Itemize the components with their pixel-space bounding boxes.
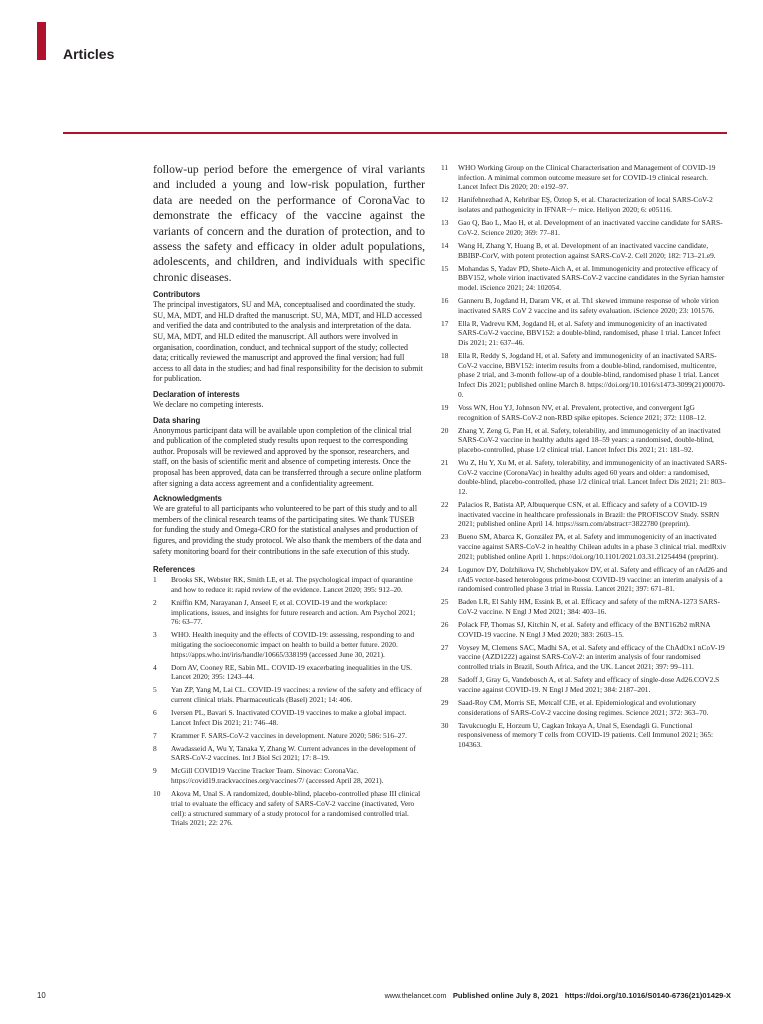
- reference-item: [441, 319, 729, 348]
- reference-text: Brooks SK, Webster RK, Smith LE, et al. The psychological impact of quarantine and how to reduce it: rapid review of the evidence. Lancet 2020; 395: 912–20.: [171, 575, 413, 594]
- references-heading: References: [153, 565, 196, 575]
- reference-text: Saad-Roy CM, Morris SE, Metcalf CJE, et al. Epidemiological and evolutionary considerations of SARS-CoV-2 vaccine dosing regimes. Science 2021; 372: 363–70.: [458, 697, 709, 717]
- reference-item: [441, 264, 729, 293]
- reference-text: Mohandas S, Yadav PD, Shete-Aich A, et al. Immunogenicity and protective efficacy of BBV152, whole virion inactivated SARS-CoV-2 vaccine candidates in the Syrian hamster model. iScience 2021; 24: 102054.: [458, 263, 725, 292]
- reference-item: [153, 685, 425, 704]
- contributors-text: The principal investigators, SU and MA, conceptualised and coordinated the study. SU, MA, MDT, and HLD drafted the manuscript. SU, MA, MDT, and HLD accessed and verified the data and contributed to the analysis and interpretation of the data. SU, MA, MDT, and HLD edited the manuscript. All authors were involved in organisation, coordination, conduct, and technical support of the study; collected data; critically reviewed the manuscript and approved the final version; had full access to all data in the studies; and had final responsibility for the decision to submit for publication.: [153, 300, 423, 384]
- reference-number: 19: [441, 402, 449, 412]
- reference-text: Logunov DY, Dolzhikova IV, Shcheblyakov DV, et al. Safety and efficacy of an rAd26 and rAd5 vector-based heterologous prime-boost COVID-19 vaccine: an interim analysis of a randomised controlled phase 3 trial in Russia. Lancet 2021; 397: 671–81.: [458, 564, 728, 594]
- right-column: [441, 163, 729, 753]
- reference-text: McGill COVID19 Vaccine Tracker Team. Sinovac: CoronaVac. https://covid19.trackvaccines.org/vaccines/7/ (accessed April 28, 2021).: [171, 766, 384, 786]
- reference-number: 2: [153, 597, 157, 607]
- interests-heading: Declaration of interests: [153, 390, 240, 399]
- reference-text: WHO. Health inequity and the effects of COVID-19: assessing, responding to and mitigating the socioeconomic impact on health to build a better future. 2020. https://apps.who.int/iris/handle/10665/338199 (accessed June 30, 2021).: [171, 630, 415, 659]
- reference-text: Yan ZP, Yang M, Lai CL. COVID-19 vaccines: a review of the safety and efficacy of current clinical trials. Pharmaceuticals (Basel) 2021; 14: 406.: [171, 685, 422, 705]
- reference-text: WHO Working Group on the Clinical Characterisation and Management of COVID-19 infection. A minimal common outcome measure set for COVID-19 clinical research. Lancet Infect Dis 2020; 20: e192–97.: [458, 163, 716, 192]
- reference-text: Bueno SM, Abarca K, González PA, et al. Safety and immunogenicity of an inactivated vaccine against SARS-CoV-2 in healthy Chilean adults in a phase 3 clinical trial. medRxiv 2021; published online April 1. https://doi.org/10.1101/2021.03.31.21254494 (preprint).: [458, 532, 727, 561]
- left-column: [153, 162, 425, 831]
- reference-text: Wang H, Zhang Y, Huang B, et al. Development of an inactivated vaccine candidate, BBIBP-CorV, with potent protection against SARS-CoV-2. Cell 2020; 182: 713–21.e9.: [458, 240, 716, 260]
- reference-item: [441, 296, 729, 315]
- reference-item: [441, 458, 729, 497]
- reference-number: 27: [441, 642, 449, 652]
- reference-number: 9: [153, 766, 157, 776]
- references-list-right: [441, 163, 729, 750]
- reference-item: [441, 597, 729, 616]
- reference-item: [153, 708, 425, 727]
- data-sharing-heading: Data sharing: [153, 415, 201, 425]
- reference-text: Ganneru B, Jogdand H, Daram VK, et al. Th1 skewed immune response of whole virion inactivated SARS CoV 2 vaccine and its safety evaluation. iScience 2020; 23: 101576.: [458, 295, 719, 315]
- reference-number: 14: [441, 240, 449, 250]
- reference-number: 15: [441, 263, 449, 273]
- reference-item: [441, 195, 729, 214]
- reference-text: Hanifehnezhad A, Kehribar EŞ, Öztop S, et al. Characterization of local SARS-CoV-2 isolates and pathogenicity in IFNAR−/− mice. Heliyon 2020; 6: e05116.: [458, 195, 713, 215]
- data-sharing-section: [153, 416, 425, 490]
- reference-number: 12: [441, 195, 449, 205]
- reference-number: 30: [441, 720, 449, 730]
- reference-number: 13: [441, 218, 449, 228]
- reference-text: Palacios R, Batista AP, Albuquerque CSN, et al. Efficacy and safety of a COVID-19 inactivated vaccine in healthcare professionals in Brazil: the PROFISCOV Study. SSRN 2021; published online April 14. https://ssrn.com/abstract=3822780 (preprint).: [458, 500, 720, 529]
- reference-item: [153, 789, 425, 828]
- acknowledgments-heading: Acknowledgments: [153, 494, 222, 504]
- footer-site-link[interactable]: www.thelancet.com: [384, 991, 447, 1000]
- reference-number: 10: [153, 789, 161, 799]
- lead-paragraph: follow-up period before the emergence of viral variants and included a young and low-risk population, further data are needed on the performance of CoronaVac to demonstrate the efficacy of the vaccine against the variants of concern and the duration of protection, and to assess the safety and efficacy in older adult populations, adolescents, and children, and individuals with specific chronic diseases.: [153, 163, 425, 284]
- reference-number: 3: [153, 630, 157, 640]
- footer-doi-link[interactable]: https://doi.org/10.1016/S0140-6736(21)01429-X: [564, 991, 731, 1000]
- interests-section: [153, 390, 425, 411]
- reference-text: Akova M, Unal S. A randomized, double-blind, placebo-controlled phase III clinical trial to evaluate the efficacy and safety of SARS-CoV-2 vaccine (inactivated, Vero cell): a structured summary of a study protocol for a randomised controlled trial. Trials 2021; 22: 276.: [171, 789, 421, 828]
- reference-item: [441, 721, 729, 750]
- reference-number: 5: [153, 685, 157, 695]
- reference-item: [153, 575, 425, 594]
- reference-number: 6: [153, 708, 157, 718]
- reference-item: [441, 620, 729, 639]
- references-list-left: [153, 575, 425, 828]
- reference-text: Awadasseid A, Wu Y, Tanaka Y, Zhang W. Current advances in the development of SARS-CoV-2 vaccines. Int J Biol Sci 2021; 17: 8–19.: [171, 743, 416, 763]
- interests-text: We declare no competing interests.: [153, 400, 264, 409]
- reference-text: Dorn AV, Cooney RE, Sabin ML. COVID-19 exacerbating inequalities in the US. Lancet 2020; 395: 1243–44.: [171, 662, 412, 682]
- reference-item: [441, 643, 729, 672]
- data-sharing-text: Anonymous participant data will be available upon completion of the clinical trial and publication of the completed study results upon request to the corresponding author. Proposals will be reviewed and approved by the sponsor, researchers, and staff, on the basis of scientific merit and absence of competing interests. Once the proposal has been approved, data can be transferred through a secure online platform after signing a data access agreement and a confidentiality agreement.: [153, 425, 422, 488]
- reference-number: 23: [441, 532, 449, 542]
- reference-number: 18: [441, 351, 449, 361]
- reference-number: 17: [441, 318, 449, 328]
- reference-number: 29: [441, 697, 449, 707]
- reference-item: [153, 663, 425, 682]
- reference-item: [441, 565, 729, 594]
- reference-item: [441, 163, 729, 192]
- reference-text: Baden LR, El Sahly HM, Essink B, et al. Efficacy and safety of the mRNA-1273 SARS-CoV-2 vaccine. N Engl J Med 2021; 384: 403–16.: [458, 597, 720, 616]
- footer-published-date: Published online July 8, 2021: [452, 991, 559, 1000]
- reference-number: 21: [441, 457, 449, 467]
- reference-number: 26: [441, 619, 449, 629]
- reference-text: Iversen PL, Bavari S. Inactivated COVID-19 vaccines to make a global impact. Lancet Infect Dis 2021; 21: 746–48.: [171, 708, 407, 727]
- header-rule: [63, 132, 727, 134]
- reference-text: Polack FP, Thomas SJ, Kitchin N, et al. Safety and efficacy of the BNT162b2 mRNA COVID-19 vaccine. N Engl J Med 2020; 383: 2603–15.: [458, 619, 711, 639]
- reference-item: [441, 403, 729, 422]
- footer-citation: [385, 991, 731, 1000]
- reference-number: 22: [441, 500, 449, 510]
- reference-text: Ella R, Reddy S, Jogdand H, et al. Safety and immunogenicity of an inactivated SARS-CoV-2 vaccine, BBV152: interim results from a double-blind, randomised, multicentre, phase 2 trial, and 3-month follow-up of a double-blind, randomised phase 1 trial. Lancet Infect Dis 2021; published online March 8. https://doi.org/10.1016/s1473-3099(21)00070-0.: [458, 351, 726, 399]
- reference-item: [441, 698, 729, 717]
- reference-item: [441, 426, 729, 455]
- reference-text: Voysey M, Clemens SAC, Madhi SA, et al. Safety and efficacy of the ChAdOx1 nCoV-19 vaccine (AZD1222) against SARS-CoV-2: an interim analysis of four randomised controlled trials in Brazil, South Africa, and the UK. Lancet 2021; 397: 99–111.: [458, 642, 725, 672]
- acknowledgments-text: We are grateful to all participants who volunteered to be part of this study and to all members of the clinical research teams of the participating sites. We thank TUSEB for funding the study and Omega-CRO for the statistical analyses and production of figures, and providing the study protocol. We also thank the members of the data and safety monitoring board for their contributions in the safe execution of this study.: [153, 504, 422, 556]
- reference-number: 25: [441, 597, 449, 607]
- reference-item: [153, 744, 425, 763]
- reference-number: 24: [441, 564, 449, 574]
- section-title: Articles: [63, 46, 115, 62]
- acknowledgments-section: [153, 494, 425, 557]
- reference-number: 7: [153, 730, 157, 740]
- reference-item: [153, 766, 425, 785]
- reference-number: 4: [153, 662, 157, 672]
- reference-text: Krammer F. SARS-CoV-2 vaccines in development. Nature 2020; 586: 516–27.: [171, 730, 408, 740]
- reference-item: [153, 731, 425, 741]
- reference-number: 8: [153, 743, 157, 753]
- reference-number: 16: [441, 295, 449, 305]
- contributors-heading: Contributors: [153, 290, 201, 300]
- reference-text: Voss WN, Hou YJ, Johnson NV, et al. Prevalent, protective, and convergent IgG recognition of SARS-CoV-2 non-RBD spike epitopes. Science 2021; 372: 1108–12.: [458, 402, 707, 422]
- section-accent-bar: [37, 22, 46, 60]
- reference-text: Ella R, Vadrevu KM, Jogdand H, et al. Safety and immunogenicity of an inactivated SARS-CoV-2 vaccine, BBV152: a double-blind, randomised, phase 1 trial. Lancet Infect Dis 2021; 21: 637–46.: [458, 318, 721, 348]
- contributors-section: [153, 290, 425, 385]
- reference-item: [441, 241, 729, 260]
- reference-item: [441, 532, 729, 561]
- reference-text: Tavukcuoglu E, Horzum U, Cagkan Inkaya A, Unal S, Esendagli G. Functional responsiveness of memory T cells from COVID-19 patients. Cell Immunol 2021; 365: 104363.: [458, 720, 714, 749]
- page-number: 10: [37, 991, 46, 1000]
- reference-text: Sadoff J, Gray G, Vandebosch A, et al. Safety and efficacy of single-dose Ad26.COV2.S vaccine against COVID-19. N Engl J Med 2021; 384: 2187–201.: [458, 675, 720, 694]
- reference-item: [441, 500, 729, 529]
- reference-item: [441, 675, 729, 694]
- reference-item: [153, 630, 425, 659]
- reference-item: [153, 598, 425, 627]
- reference-number: 1: [153, 575, 157, 585]
- reference-text: Zhang Y, Zeng G, Pan H, et al. Safety, tolerability, and immunogenicity of an inactivated SARS-CoV-2 vaccine in healthy adults aged 18–59 years: a randomised, double-blind, placebo-controlled, phase 1/2 clinical trial. Lancet Infect Dis 2021; 21: 181–92.: [458, 425, 721, 454]
- reference-number: 28: [441, 675, 449, 685]
- reference-text: Kniffin KM, Narayanan J, Anseel F, et al. COVID-19 and the workplace: implications, issues, and insights for future research and action. Am Psychol 2021; 76: 63–77.: [171, 597, 416, 627]
- reference-number: 20: [441, 425, 449, 435]
- reference-number: 11: [441, 163, 449, 172]
- reference-item: [441, 218, 729, 237]
- reference-item: [441, 351, 729, 400]
- reference-text: Wu Z, Hu Y, Xu M, et al. Safety, tolerability, and immunogenicity of an inactivated SARS-CoV-2 vaccine (CoronaVac) in healthy adults aged 60 years and older: a randomised, double-blind, placebo-controlled, phase 1/2 clinical trial. Lancet Infect Dis 2021; 21: 803–12.: [458, 457, 728, 497]
- reference-text: Gao Q, Bao L, Mao H, et al. Development of an inactivated vaccine candidate for SARS-CoV-2. Science 2020; 369: 77–81.: [458, 218, 723, 237]
